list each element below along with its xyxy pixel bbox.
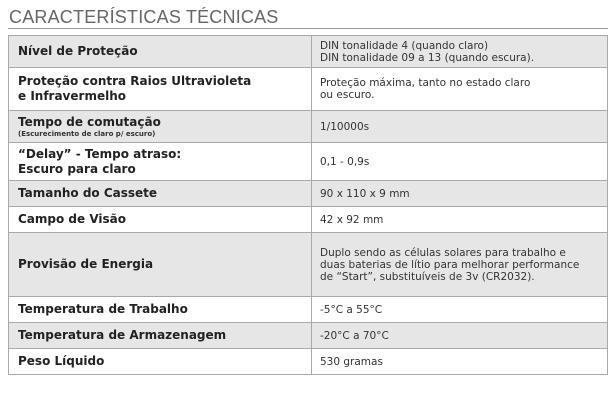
spec-value: 1/10000s [312,111,608,143]
spec-label [9,143,312,181]
spec-value: -20°C a 70°C [312,323,608,349]
spec-label: Nível de Proteção [9,36,312,68]
spec-value: 42 x 92 mm [312,207,608,233]
spec-value-line: DIN tonalidade 4 (quando claro) [320,39,489,52]
spec-value: 90 x 110 x 9 mm [312,181,608,207]
table-row [9,207,608,233]
table-row [9,297,608,323]
spec-value-line: Duplo sendo as células solares para trabalho e [320,246,566,259]
spec-value: 0,1 - 0,9s [312,143,608,181]
specs-table [8,35,608,375]
spec-value-line: ou escuro. [320,89,375,101]
table-row [9,143,608,181]
spec-label: Tamanho do Cassete [9,181,312,207]
spec-label: Campo de Visão [9,207,312,233]
table-row [9,323,608,349]
spec-value: 530 gramas [312,349,608,375]
spec-value [312,68,608,111]
spec-label-line: “Delay” - Tempo atraso: [18,146,182,161]
spec-label: Temperatura de Trabalho [9,297,312,323]
spec-label: Peso Líquido [9,349,312,375]
spec-value-line: Proteção máxima, tanto no estado claro [320,77,531,89]
spec-label-line: e Infravermelho [18,89,126,103]
spec-label-line: Proteção contra Raios Ultravioleta [18,74,252,88]
spec-label [9,68,312,111]
table-row [9,36,608,68]
spec-sublabel: (Escurecimento de claro p/ escuro) [18,129,156,138]
specs-section [8,6,608,375]
spec-label [9,111,312,143]
spec-value-line: duas baterias de lítio para melhorar performance [320,258,580,271]
spec-label-line: Escuro para claro [18,161,136,176]
spec-value-line: DIN tonalidade 09 a 13 (quando escura). [320,51,535,64]
spec-value [312,36,608,68]
table-row [9,349,608,375]
table-row [9,233,608,297]
section-title: CARACTERÍSTICAS TÉCNICAS [8,6,608,29]
table-row [9,111,608,143]
spec-label: Temperatura de Armazenagem [9,323,312,349]
spec-label-line: Tempo de comutação [18,114,161,129]
table-row [9,68,608,111]
table-row [9,181,608,207]
spec-value: -5°C a 55°C [312,297,608,323]
spec-value-line: de “Start”, substituíveis de 3v (CR2032). [320,270,535,283]
spec-value [312,233,608,297]
spec-label: Provisão de Energia [9,233,312,297]
